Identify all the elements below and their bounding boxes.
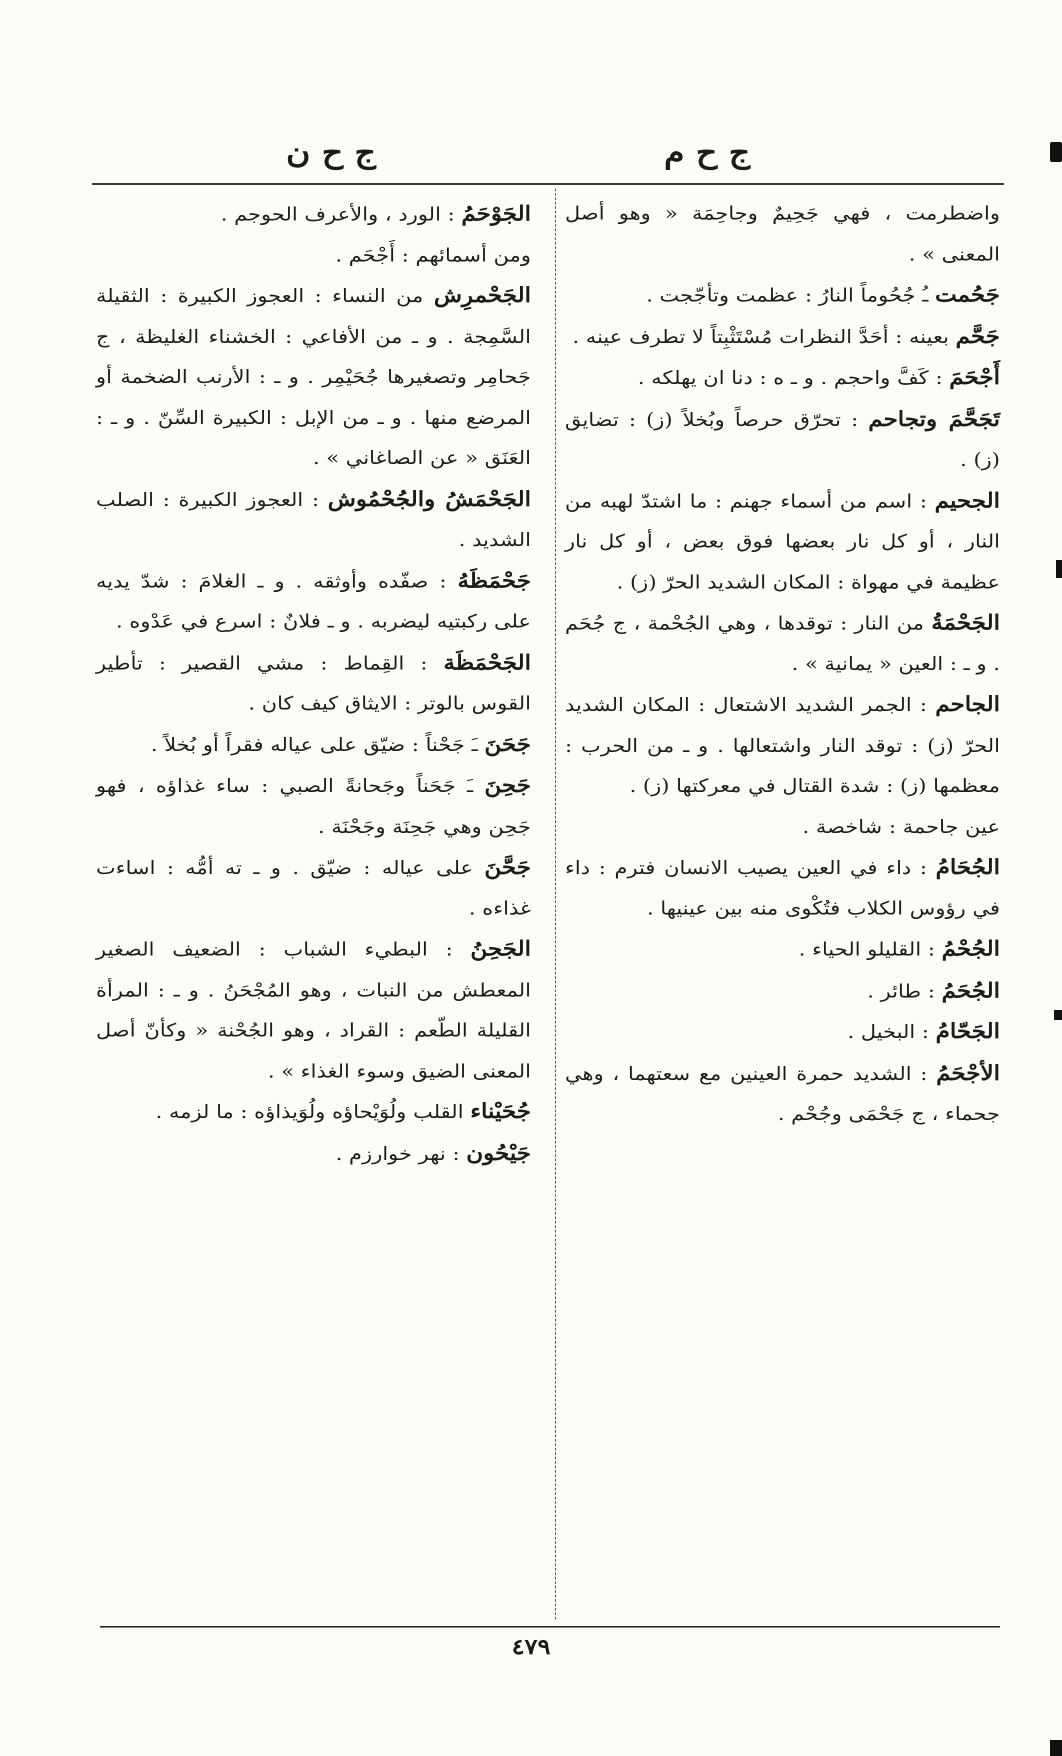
page-number: ٤٧٩ bbox=[511, 1633, 551, 1660]
entry-headword: الجُحَمُ bbox=[941, 978, 1000, 1003]
entry-definition: من النار : توقدها ، وهي الجُحْمة ، ج جُحَم . و ـ : العين « يمانية » . bbox=[565, 612, 1000, 675]
entry-headword: أَجْحَمَ bbox=[949, 365, 1000, 390]
entry-definition: ومن أسمائهم : أَجْحَم . bbox=[335, 244, 531, 266]
entry-headword: الجاحم bbox=[935, 692, 1000, 717]
dictionary-entry bbox=[96, 560, 531, 642]
scan-edge-mark bbox=[1050, 1740, 1062, 1756]
column-divider bbox=[555, 188, 556, 1619]
dictionary-entry bbox=[96, 479, 531, 561]
dictionary-entry bbox=[96, 642, 531, 724]
entry-headword: جَيْحُون bbox=[466, 1140, 531, 1165]
entry-definition: : اسم من أسماء جهنم : ما اشتدّ لهبه من النار ، أو كل نار بعضها فوق بعض ، أو كل نار عظيمة في مهواة : المكان الشديد الحرّ (ز) . bbox=[565, 490, 1000, 593]
header-root-left: ج ح ن bbox=[286, 135, 376, 170]
scan-edge-mark bbox=[1050, 142, 1062, 162]
entry-definition: : البخيل . bbox=[847, 1021, 936, 1043]
dictionary-entry bbox=[96, 1092, 531, 1133]
left-column bbox=[96, 194, 531, 1174]
dictionary-entry bbox=[96, 1133, 531, 1174]
scan-edge-mark bbox=[1054, 1010, 1062, 1020]
dictionary-entry bbox=[565, 399, 1000, 481]
entry-headword: الجَحْمَةُ bbox=[931, 610, 1000, 635]
footer-rule bbox=[100, 1626, 1000, 1628]
entry-definition: : نهر خوارزم . bbox=[335, 1142, 467, 1164]
entry-definition: : الجمر الشديد الاشتعال : المكان الشديد الحرّ (ز) : توقد النار واشتعالها . و ـ من الحرب : معظمها (ز) : شدة القتال في معركتها (ز) . bbox=[565, 694, 1000, 797]
dictionary-entry bbox=[96, 724, 531, 765]
dictionary-entry bbox=[565, 970, 1000, 1011]
entry-definition: القلب ولُوَيْحاؤه ولُوَيذاؤه : ما لزمه . bbox=[155, 1101, 471, 1123]
header-root-right: ج ح م bbox=[663, 135, 750, 170]
entry-definition: : صفّده وأوثقه . و ـ الغلامَ : شدّ يديه على ركبتيه ليضربه . و ـ فلانٌ : اسرع في عَدْوه . bbox=[96, 570, 531, 632]
entry-definition: ـَ جَحَناً وجَحانةً الصبي : ساء غذاؤه ، فهو جَحِن وهي جَحِنَة وجَحْنَة . bbox=[96, 775, 531, 837]
dictionary-entry bbox=[96, 194, 531, 235]
dictionary-entry bbox=[565, 316, 1000, 357]
dictionary-entry bbox=[96, 847, 531, 929]
entry-definition: على عياله : ضيّق . و ـ ته أمُّه : اساءت غذاءه . bbox=[96, 856, 531, 919]
dictionary-entry bbox=[565, 929, 1000, 970]
entry-headword: جَحَنَ bbox=[484, 732, 531, 756]
scan-edge-mark bbox=[1056, 560, 1062, 578]
entry-definition: : الورد ، والأعرف الحوجم . bbox=[220, 203, 462, 225]
dictionary-entry bbox=[96, 765, 531, 847]
dictionary-entry bbox=[565, 194, 1000, 275]
dictionary-entry bbox=[565, 1012, 1000, 1053]
dictionary-entry bbox=[96, 276, 531, 479]
entry-definition: : داء في العين يصيب الانسان فترم : داء في رؤوس الكلاب فتُكْوى منه بين عينيها . bbox=[565, 856, 1000, 919]
entry-definition: ـُ جُحُوماً النارُ : عظمت وتأجّجت . bbox=[646, 284, 936, 306]
entry-headword: الجحيم bbox=[934, 488, 1000, 513]
entry-headword: الجُحَامُ bbox=[935, 855, 1000, 880]
entry-headword: جَحُمت bbox=[935, 282, 1000, 307]
entry-headword: الجَحِنُ bbox=[470, 936, 531, 961]
entry-definition: : القِماط : مشي القصير : تأطير القوس بالوتر : الايثاق كيف كان . bbox=[96, 652, 531, 714]
header-rule bbox=[92, 183, 1004, 185]
dictionary-entry bbox=[565, 480, 1000, 602]
right-column bbox=[565, 194, 1000, 1135]
entry-headword: الجَحْمرِش bbox=[433, 283, 531, 308]
dictionary-entry bbox=[565, 1053, 1000, 1135]
entry-definition: عين جاحمة : شاخصة . bbox=[802, 815, 1000, 837]
entry-definition: : تحرّق حرصاً وبُخلاً (ز) : تضايق (ز) . bbox=[565, 408, 1000, 471]
entry-headword: جَحَّم bbox=[955, 324, 1000, 348]
dictionary-entry bbox=[565, 603, 1000, 685]
entry-definition: : الشديد حمرة العينين مع سعتهما ، وهي جحماء ، ج جَحْمَى وجُحْم . bbox=[565, 1062, 1000, 1125]
dictionary-entry bbox=[96, 235, 531, 275]
entry-definition: : القليلو الحياء . bbox=[798, 938, 942, 960]
entry-headword: جَحْمَظَهُ bbox=[457, 568, 531, 593]
entry-headword: الجُحْمُ bbox=[941, 936, 1000, 961]
dictionary-entry bbox=[565, 847, 1000, 929]
dictionary-entry bbox=[565, 807, 1000, 847]
entry-definition: بعينه : أحَدَّ النظرات مُسْتَثْبِتاً لا تطرف عينه . bbox=[572, 325, 956, 348]
entry-headword: جَحَّنَ bbox=[484, 855, 531, 880]
entry-headword: الجَحّامُ bbox=[935, 1019, 1000, 1044]
entry-definition: : كَفَّ واحجم . و ـ ه : دنا ان يهلكه . bbox=[637, 367, 950, 389]
entry-definition: واضطرمت ، فهي جَحِيمٌ وجاحِمَة « وهو أصل المعنى » . bbox=[565, 202, 1000, 265]
entry-definition: ـَ جَحْناً : ضيّق على عياله فقراً أو بُخلاً . bbox=[150, 733, 485, 756]
entry-headword: جُحَيْناء bbox=[470, 1099, 531, 1124]
entry-definition: : البطيء الشباب : الضعيف الصغير المعطش من النبات ، وهو المُجْحَنُ . و ـ : المرأة القليلة الطّعم : القراد ، وهو الجُحْنة « وكأنّ أصل المعنى الضيق وسوء الغذاء » . bbox=[96, 938, 531, 1082]
entry-headword: الجَحْمَشُ والجُحْمُوش bbox=[327, 486, 531, 511]
dictionary-entry bbox=[96, 929, 531, 1092]
entry-headword: تَجَحَّمَ وتجاحم bbox=[868, 406, 1000, 431]
entry-headword: الأجْحَمُ bbox=[936, 1060, 1000, 1085]
entry-definition: : طائر . bbox=[867, 980, 942, 1002]
entry-headword: الجَوْحَمُ bbox=[461, 201, 531, 226]
entry-definition: : العجوز الكبيرة : الصلب الشديد . bbox=[96, 488, 531, 551]
dictionary-entry bbox=[565, 357, 1000, 398]
entry-headword: الجَحْمَظَة bbox=[443, 650, 531, 675]
dictionary-entry bbox=[565, 275, 1000, 316]
entry-headword: جَحِنَ bbox=[484, 773, 531, 798]
dictionary-entry bbox=[565, 684, 1000, 806]
entry-definition: من النساء : العجوز الكبيرة : الثقيلة السَّمِجة . و ـ من الأفاعي : الخشناء الغليظة ، ج جَحامِر وتصغيرها جُحَيْمِر . و ـ : الأرنب الضخمة أو المرضع منها . و ـ من الإبل : الكبيرة السِّنّ . و ـ : العَنَق « عن الصاغاني » . bbox=[96, 285, 531, 469]
